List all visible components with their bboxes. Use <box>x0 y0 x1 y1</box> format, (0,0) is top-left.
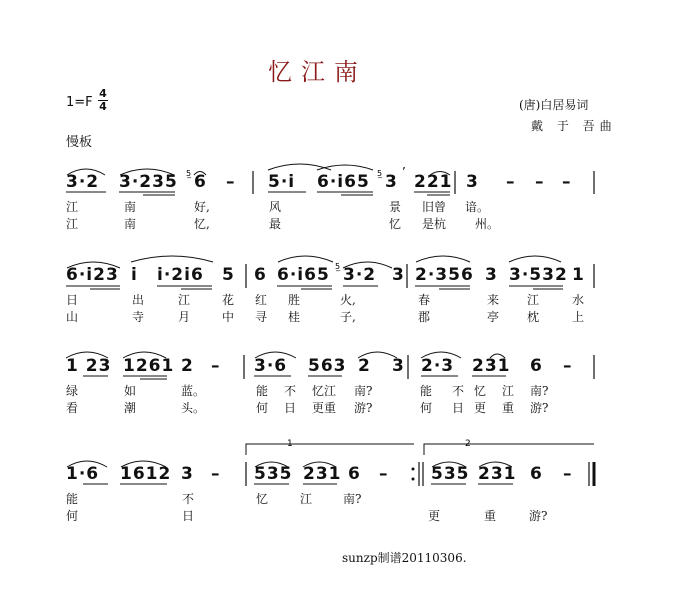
lyric-verse-2: 寻 <box>255 310 268 324</box>
slur <box>303 462 336 467</box>
lyric-verse-1: 南? <box>530 384 549 398</box>
note-group: 3·2 <box>66 172 100 192</box>
note-group: 3·532 <box>509 265 568 285</box>
slur <box>479 462 512 467</box>
key-signature: 1=F <box>66 95 93 110</box>
lyric-verse-2: 日 <box>284 401 297 415</box>
volta-bracket-2 <box>424 444 594 455</box>
note-group: 6·i65 <box>317 172 370 192</box>
lyric-verse-2: 忆 <box>389 217 402 231</box>
lyric-verse-1: 火, <box>340 293 356 307</box>
lyric-verse-2: 游? <box>530 401 549 415</box>
note-group: 231 <box>303 464 342 484</box>
lyric-verse-1: 忆江 <box>312 384 337 398</box>
time-signature-top: 4 <box>99 87 107 100</box>
lyric-verse-1: 南? <box>354 384 373 398</box>
lyric-verse-1: 风 <box>269 200 282 214</box>
lyric-verse-1: 水 <box>572 293 585 307</box>
note-group: – <box>562 172 572 192</box>
grace-mark: 5̲ <box>377 169 383 178</box>
lyric-verse-1: 江 <box>66 200 79 214</box>
lyric-verse-1: 日 <box>66 293 79 307</box>
note-group: 231 <box>478 464 517 484</box>
slur <box>358 352 397 358</box>
lyric-verse-1: 江 <box>300 492 313 506</box>
slur <box>120 169 174 175</box>
lyric-verse-1: 好, <box>194 200 210 214</box>
note-group: 2·356 <box>415 265 474 285</box>
lyric-verse-1: 出 <box>132 293 145 307</box>
note-group: i <box>131 265 138 285</box>
lyric-verse-1: 忆 <box>474 384 487 398</box>
note-group: – <box>226 172 236 192</box>
lyric-verse-1: 胜 <box>288 293 301 307</box>
lyric-verse-1: 不 <box>452 384 465 398</box>
slur <box>490 354 505 358</box>
slur <box>421 352 461 358</box>
slur <box>278 256 333 262</box>
lyric-verse-2: 州。 <box>475 217 500 231</box>
slur <box>430 172 450 176</box>
note-group: – <box>563 356 573 376</box>
slur <box>343 262 392 268</box>
lyric-verse-2: 枕 <box>527 310 540 324</box>
lyric-verse-1: 江 <box>502 384 515 398</box>
lyric-verse-1: 能 <box>66 492 79 506</box>
lyric-verse-2: 重 <box>502 401 515 415</box>
lyric-verse-2: 寺 <box>132 310 145 324</box>
note-group: 3·6 <box>254 356 288 376</box>
note-group: 3 <box>392 265 405 285</box>
note-group: 535 <box>254 464 293 484</box>
slur <box>131 256 213 262</box>
lyric-verse-2: 游? <box>529 509 548 523</box>
note-group: 6 <box>254 265 267 285</box>
lyric-verse-2: 游? <box>354 401 373 415</box>
lyric-verse-2: 看 <box>66 401 79 415</box>
lyric-verse-1: 红 <box>255 293 268 307</box>
lyric-verse-1: 能 <box>420 384 433 398</box>
note-group: – <box>211 356 221 376</box>
volta-bracket-1 <box>246 444 414 455</box>
lyric-verse-1: 花 <box>222 293 235 307</box>
breath-mark: ’ <box>402 165 406 179</box>
note-group: 6·i23 <box>66 265 119 285</box>
note-group: – <box>379 464 389 484</box>
slur <box>66 352 108 358</box>
note-group: 221 <box>414 172 453 192</box>
lyric-verse-2: 子, <box>340 310 356 324</box>
note-group: 1261 <box>123 356 175 376</box>
slur <box>67 262 120 268</box>
slur <box>432 462 466 467</box>
lyric-verse-1: 忆 <box>256 492 269 506</box>
note-group: 3 <box>385 172 398 192</box>
slur <box>317 165 373 170</box>
note-group: – <box>563 464 573 484</box>
lyric-verse-2: 是杭 <box>422 217 447 231</box>
slur <box>268 164 331 170</box>
note-group: – <box>506 172 516 192</box>
slur <box>67 169 105 175</box>
lyric-verse-2: 重 <box>484 509 497 523</box>
note-group: 535 <box>431 464 470 484</box>
lyric-verse-1: 南? <box>343 492 362 506</box>
lyric-verse-2: 最 <box>269 217 282 231</box>
lyric-verse-2: 潮 <box>124 401 137 415</box>
lyric-verse-2: 忆, <box>194 217 210 231</box>
tempo-marking: 慢板 <box>66 135 93 150</box>
lyricist-credit: (唐)白居易词 <box>519 98 589 112</box>
lyric-verse-2: 亭 <box>487 310 500 324</box>
note-group: – <box>535 172 545 192</box>
note-group: 3 <box>392 356 405 376</box>
slur <box>67 461 107 467</box>
note-group: 5·i <box>268 172 296 192</box>
note-group: 6 <box>530 356 543 376</box>
note-group: 2 <box>358 356 371 376</box>
note-group: 6 <box>194 172 207 192</box>
note-group: 1612 <box>120 464 172 484</box>
grace-mark: 5̲ <box>186 169 192 178</box>
note-group: 563 <box>308 356 347 376</box>
lyric-verse-2: 上 <box>572 310 585 324</box>
slur <box>123 352 166 358</box>
lyric-verse-2: 更 <box>474 401 487 415</box>
note-group: 6·i65 <box>277 265 330 285</box>
grace-mark: 5̲ <box>335 262 341 271</box>
note-group: 231 <box>472 356 511 376</box>
lyric-verse-1: 江 <box>178 293 191 307</box>
note-group: 6 <box>530 464 543 484</box>
slur <box>194 172 206 176</box>
lyric-verse-2: 何 <box>66 509 79 523</box>
song-title: 忆江南 <box>268 58 367 86</box>
lyric-verse-2: 何 <box>420 401 433 415</box>
note-group: 1 <box>572 265 585 285</box>
lyric-verse-2: 江 <box>66 217 79 231</box>
note-group: – <box>211 464 221 484</box>
volta-number-2: 2 <box>465 439 471 449</box>
composer-credit: 戴 于 吾曲 <box>531 119 617 133</box>
note-group: 3 <box>181 464 194 484</box>
note-group: 3 <box>485 265 498 285</box>
slur <box>509 256 561 262</box>
lyric-verse-1: 不 <box>182 492 195 506</box>
footer-credit: sunzp制谱20110306. <box>342 551 467 565</box>
slur <box>255 462 288 467</box>
note-group: i·2i6 <box>157 265 204 285</box>
lyric-verse-2: 郡 <box>418 310 431 324</box>
lyric-verse-2: 日 <box>182 509 195 523</box>
note-group: 3·2 <box>343 265 377 285</box>
note-group: 3·235 <box>119 172 178 192</box>
slur <box>416 256 470 262</box>
time-signature-bottom: 4 <box>99 100 107 113</box>
lyric-verse-1: 来 <box>487 293 500 307</box>
lyric-verse-1: 南 <box>124 200 137 214</box>
slur <box>255 352 296 358</box>
note-group: 2·3 <box>421 356 455 376</box>
lyric-verse-1: 江 <box>527 293 540 307</box>
note-group: 6 <box>348 464 361 484</box>
lyric-verse-1: 蓝。 <box>181 384 206 398</box>
lyric-verse-2: 日 <box>452 401 465 415</box>
note-group: 5 <box>222 265 235 285</box>
lyric-verse-1: 谙。 <box>465 200 490 214</box>
lyric-verse-2: 桂 <box>288 310 301 324</box>
lyric-verse-1: 旧曾 <box>422 200 447 214</box>
repeat-dot <box>412 478 415 481</box>
lyric-verse-2: 更重 <box>312 401 337 415</box>
slur <box>121 461 166 467</box>
note-group: 3 <box>466 172 479 192</box>
lyric-verse-2: 头。 <box>181 401 206 415</box>
lyric-verse-1: 景 <box>389 200 402 214</box>
lyric-verse-1: 如 <box>124 384 137 398</box>
note-group: 1·6 <box>66 464 100 484</box>
lyric-verse-2: 中 <box>222 310 235 324</box>
lyric-verse-2: 南 <box>124 217 137 231</box>
note-group: 1 23 <box>66 356 112 376</box>
note-group: 2 <box>181 356 194 376</box>
repeat-dot <box>412 468 415 471</box>
lyric-verse-2: 何 <box>256 401 269 415</box>
volta-number-1: 1 <box>287 439 293 449</box>
lyric-verse-1: 绿 <box>66 384 79 398</box>
lyric-verse-2: 月 <box>178 310 191 324</box>
lyric-verse-1: 能 <box>256 384 269 398</box>
lyric-verse-1: 春 <box>418 293 431 307</box>
lyric-verse-2: 更 <box>428 509 441 523</box>
lyric-verse-1: 不 <box>284 384 297 398</box>
lyric-verse-2: 山 <box>66 310 79 324</box>
